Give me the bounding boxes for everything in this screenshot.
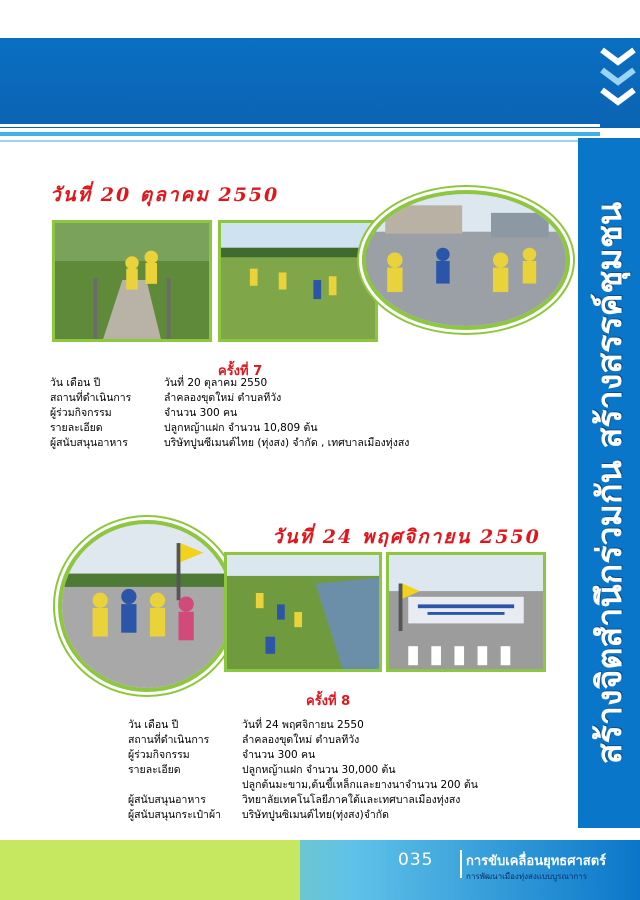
info-label: สถานที่ดำเนินการ — [50, 392, 132, 404]
info-label: รายละเอียด — [50, 422, 103, 434]
info-row — [128, 763, 568, 778]
photo-group-cycling — [58, 520, 236, 692]
info-label: ผู้สนับสนุนอาหาร — [128, 794, 206, 806]
info-value: จำนวน 300 คน — [242, 749, 316, 761]
section2-date-title: วันที่ 24 พฤศจิกายน 2550 — [272, 526, 541, 548]
info-row — [128, 778, 568, 793]
info-value: บริษัทปูนซิเมนต์ไทย(ทุ่งสง)จำกัด — [242, 809, 389, 821]
header-stripe — [0, 140, 600, 142]
info-value: วันที่ 24 พฤศจิกายน 2550 — [242, 719, 364, 731]
page-number: 035 — [398, 850, 434, 870]
info-label: วัน เดือน ปี — [50, 377, 101, 389]
info-label — [128, 778, 242, 793]
section2-heading: ครั้งที่ 8 — [306, 694, 351, 709]
info-value: ปลูกหญ้าแฝก จำนวน 30,000 ต้น — [242, 764, 396, 776]
photo-bridge-cycling — [52, 220, 212, 342]
header-stripe — [0, 124, 600, 127]
info-value: ปลูกต้นมะขาม,ต้นขี้เหล็กและยางนาจำนวน 200 ต้น — [242, 779, 478, 791]
photo-riverbank-planting — [224, 552, 382, 672]
info-row — [128, 733, 568, 748]
info-row — [50, 406, 520, 421]
photo-field-planting — [218, 220, 378, 342]
info-label: สถานที่ดำเนินการ — [128, 734, 210, 746]
header-band — [0, 38, 640, 128]
info-row — [128, 748, 568, 763]
sidebar-slogan — [578, 138, 640, 828]
info-value: จำนวน 300 คน — [164, 407, 238, 419]
info-value: วิทยาลัยเทคโนโลยีภาคใต้และเทศบาลเมืองทุ่งสง — [242, 794, 461, 806]
footer-divider — [460, 850, 462, 878]
info-label: รายละเอียด — [128, 764, 181, 776]
info-row — [50, 376, 520, 391]
info-row — [128, 718, 568, 733]
sidebar-slogan-text: สร้างจิตสำนึกร่วมกัน สร้างสรรค์ชุมชน — [590, 201, 631, 765]
info-label: ผู้ร่วมกิจกรรม — [128, 749, 190, 761]
footer-title: การขับเคลื่อนยุทธศาสตร์ — [466, 854, 607, 869]
info-label: ผู้สนับสนุนอาหาร — [50, 437, 128, 449]
chevron-down-icon — [598, 46, 638, 112]
info-value: วันที่ 20 ตุลาคม 2550 — [164, 377, 268, 389]
info-value: ลำคลองขุดใหม่ ตำบลทีวัง — [242, 734, 360, 746]
section1-info-table — [50, 376, 520, 451]
header-stripe — [0, 132, 600, 136]
info-value: บริษัทปูนซีเมนต์ไทย (ทุ่งสง) จำกัด , เทศบาลเมืองทุ่งสง — [164, 437, 410, 449]
info-label: วัน เดือน ปี — [128, 719, 179, 731]
info-row — [50, 391, 520, 406]
section1-heading: ครั้งที่ 7 — [218, 364, 263, 379]
info-label: ผู้ร่วมกิจกรรม — [50, 407, 112, 419]
info-row — [50, 436, 520, 451]
header-top-margin — [0, 0, 640, 38]
photo-road-cycling — [362, 190, 570, 330]
footer-accent — [0, 840, 300, 900]
footer-subtitle: การพัฒนาเมืองทุ่งสงแบบบูรณาการ — [466, 872, 588, 881]
section1-date-title: วันที่ 20 ตุลาคม 2550 — [50, 184, 280, 206]
info-row — [50, 421, 520, 436]
info-row — [128, 808, 568, 823]
info-label: ผู้สนับสนุนกระเป๋าผ้า — [128, 809, 222, 821]
info-row — [128, 793, 568, 808]
section2-info-table — [128, 718, 568, 823]
photo-banner-crowd — [386, 552, 546, 672]
info-value: ลำคลองขุดใหม่ ตำบลทีวัง — [164, 392, 282, 404]
info-value: ปลูกหญ้าแฝก จำนวน 10,809 ต้น — [164, 422, 318, 434]
